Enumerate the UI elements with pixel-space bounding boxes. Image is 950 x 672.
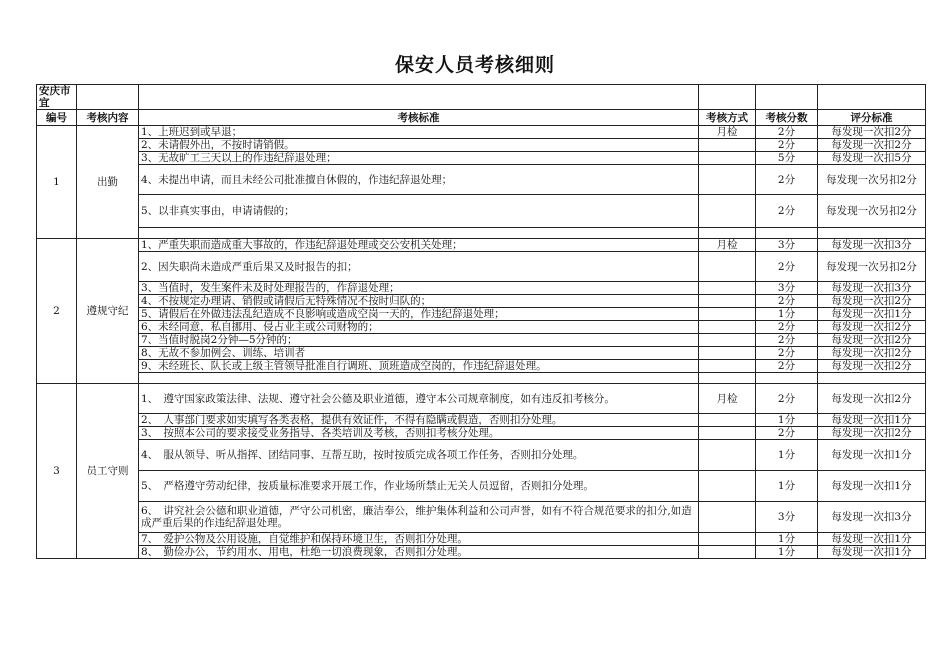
rule-cell: 每发现一次扣2分 <box>818 334 926 347</box>
score-cell: 1分 <box>756 471 818 502</box>
score-cell: 3分 <box>756 502 818 533</box>
method-cell <box>699 427 756 440</box>
rule-cell: 每发现一次扣2分 <box>818 295 926 308</box>
method-cell <box>699 360 756 373</box>
rule-cell: 每发现一次扣1分 <box>818 414 926 427</box>
header-content: 考核内容 <box>77 110 139 126</box>
rule-cell: 每发现一次扣1分 <box>818 546 926 559</box>
score-cell: 2分 <box>756 321 818 334</box>
standard-cell: 3、当值时，发生案件未及时处理报告的，作辞退处理； <box>139 282 699 295</box>
standard-cell: 6、未经同意，私自挪用、侵占业主或公司财物的； <box>139 321 699 334</box>
standard-cell: 4、不按规定办理请、销假或请假后无特殊情况不按时归队的； <box>139 295 699 308</box>
rule-cell: 每发现一次扣2分 <box>818 427 926 440</box>
rule-cell: 每发现一次扣2分 <box>818 347 926 360</box>
method-cell: 月检 <box>699 126 756 139</box>
spacer-row <box>37 228 926 239</box>
standard-cell: 4、未提出申请，而且未经公司批准擅自休假的，作违纪辞退处理； <box>139 165 699 195</box>
score-cell: 2分 <box>756 126 818 139</box>
method-cell <box>699 533 756 546</box>
score-cell: 2分 <box>756 295 818 308</box>
method-cell <box>699 502 756 533</box>
rule-cell: 每发现一次另扣2分 <box>818 252 926 282</box>
org-row <box>37 85 926 110</box>
score-cell: 2分 <box>756 252 818 282</box>
standard-cell: 7、 爱护公物及公用设施，自觉维护和保持环境卫生，否则扣分处理。 <box>139 533 699 546</box>
table-row <box>37 195 926 228</box>
rule-cell: 每发现一次扣1分 <box>818 440 926 471</box>
method-cell <box>699 252 756 282</box>
table-row <box>37 384 926 414</box>
rule-cell: 每发现一次扣2分 <box>818 126 926 139</box>
rule-cell: 每发现一次扣3分 <box>818 282 926 295</box>
section-number: 2 <box>37 239 77 384</box>
rule-cell: 每发现一次扣3分 <box>818 502 926 533</box>
spacer-row <box>37 373 926 384</box>
standard-cell: 2、因失职尚未造成严重后果又及时报告的扣； <box>139 252 699 282</box>
standard-cell: 5、以非真实事由，申请请假的； <box>139 195 699 228</box>
table-row <box>37 321 926 334</box>
standard-cell: 7、当值时脱岗2分钟—5分钟的； <box>139 334 699 347</box>
method-cell <box>699 139 756 152</box>
method-cell <box>699 347 756 360</box>
table-row <box>37 139 926 152</box>
standard-cell: 9、未经班长、队长或上级主管领导批准自行调班、顶班造成空岗的，作违纪辞退处理。 <box>139 360 699 373</box>
standard-cell: 2、 人事部门要求如实填写各类表格，提供有效证件，不得有隐瞒或假造，否则扣分处理。 <box>139 414 699 427</box>
table-row <box>37 282 926 295</box>
table-row <box>37 252 926 282</box>
section-number: 1 <box>37 126 77 239</box>
rule-cell: 每发现一次扣1分 <box>818 308 926 321</box>
method-cell <box>699 152 756 165</box>
standard-cell: 1、上班迟到或早退； <box>139 126 699 139</box>
score-cell: 2分 <box>756 360 818 373</box>
table-row <box>37 165 926 195</box>
header-no: 编号 <box>37 110 77 126</box>
table-row <box>37 427 926 440</box>
method-cell: 月检 <box>699 239 756 252</box>
score-cell: 2分 <box>756 195 818 228</box>
score-cell: 1分 <box>756 546 818 559</box>
table-row <box>37 546 926 559</box>
method-cell <box>699 308 756 321</box>
standard-cell: 6、 讲究社会公德和职业道德，严守公司机密，廉洁奉公，维护集体利益和公司声誉，如有不符合规范要求的扣分,如造成严重后果的作违纪辞退处理。 <box>139 502 699 533</box>
table-row <box>37 471 926 502</box>
standard-cell: 5、请假后在外做违法乱纪造成不良影响或造成空岗一天的，作违纪辞退处理； <box>139 308 699 321</box>
score-cell: 1分 <box>756 533 818 546</box>
method-cell: 月检 <box>699 384 756 414</box>
rule-cell: 每发现一次扣1分 <box>818 533 926 546</box>
section-name: 员工守则 <box>77 384 139 559</box>
header-rule: 评分标准 <box>818 110 926 126</box>
table-row <box>37 360 926 373</box>
header-method: 考核方式 <box>699 110 756 126</box>
method-cell <box>699 321 756 334</box>
score-cell: 2分 <box>756 384 818 414</box>
table-row <box>37 239 926 252</box>
score-cell: 2分 <box>756 139 818 152</box>
score-cell: 2分 <box>756 165 818 195</box>
table-row <box>37 295 926 308</box>
score-cell: 2分 <box>756 334 818 347</box>
standard-cell: 2、未请假外出，不按时请销假。 <box>139 139 699 152</box>
standard-cell: 5、 严格遵守劳动纪律，按质量标准要求开展工作，作业场所禁止无关人员逗留，否则扣分处理。 <box>139 471 699 502</box>
header-standard: 考核标准 <box>139 110 699 126</box>
rule-cell: 每发现一次扣2分 <box>818 321 926 334</box>
score-cell: 3分 <box>756 282 818 295</box>
rule-cell: 每发现一次扣3分 <box>818 239 926 252</box>
score-cell: 5分 <box>756 152 818 165</box>
rule-cell: 每发现一次扣2分 <box>818 384 926 414</box>
table-row <box>37 126 926 139</box>
standard-cell: 8、无故不参加例会、训练、培训者 <box>139 347 699 360</box>
standard-cell: 8、 勤俭办公，节约用水、用电，杜绝一切浪费现象，否则扣分处理。 <box>139 546 699 559</box>
assessment-table <box>36 84 926 559</box>
header-score: 考核分数 <box>756 110 818 126</box>
rule-cell: 每发现一次扣1分 <box>818 471 926 502</box>
table-row <box>37 502 926 533</box>
score-cell: 2分 <box>756 347 818 360</box>
score-cell: 1分 <box>756 308 818 321</box>
table-row <box>37 334 926 347</box>
standard-cell: 3、 按照本公司的要求接受业务指导、各类培训及考核，否则扣考核分处理。 <box>139 427 699 440</box>
standard-cell: 4、 服从领导、听从指挥、团结同事、互帮互助，按时按质完成各项工作任务，否则扣分处理。 <box>139 440 699 471</box>
method-cell <box>699 334 756 347</box>
table-row <box>37 533 926 546</box>
method-cell <box>699 471 756 502</box>
rule-cell: 每发现一次扣5分 <box>818 152 926 165</box>
table-row <box>37 440 926 471</box>
method-cell <box>699 295 756 308</box>
table-row <box>37 152 926 165</box>
method-cell <box>699 165 756 195</box>
method-cell <box>699 546 756 559</box>
table-row <box>37 414 926 427</box>
header-row <box>37 110 926 126</box>
method-cell <box>699 282 756 295</box>
standard-cell: 1、 遵守国家政策法律、法规、遵守社会公德及职业道德，遵守本公司规章制度，如有违反扣考核分。 <box>139 384 699 414</box>
standard-cell: 3、无故旷工三天以上的作违纪辞退处理； <box>139 152 699 165</box>
method-cell <box>699 195 756 228</box>
method-cell <box>699 414 756 427</box>
score-cell: 1分 <box>756 414 818 427</box>
section-name: 遵规守纪 <box>77 239 139 384</box>
rule-cell: 每发现一次扣2分 <box>818 139 926 152</box>
table-row <box>37 308 926 321</box>
org-name: 安庆市宜 <box>37 85 77 110</box>
section-name: 出勤 <box>77 126 139 239</box>
page-title: 保安人员考核细则 <box>394 54 555 76</box>
section-number: 3 <box>37 384 77 559</box>
rule-cell: 每发现一次另扣2分 <box>818 165 926 195</box>
standard-cell: 1、严重失职而造成重大事故的，作违纪辞退处理或交公安机关处理； <box>139 239 699 252</box>
rule-cell: 每发现一次另扣2分 <box>818 195 926 228</box>
table-row <box>37 347 926 360</box>
score-cell: 3分 <box>756 239 818 252</box>
score-cell: 1分 <box>756 440 818 471</box>
score-cell: 2分 <box>756 427 818 440</box>
method-cell <box>699 440 756 471</box>
rule-cell: 每发现一次扣2分 <box>818 360 926 373</box>
